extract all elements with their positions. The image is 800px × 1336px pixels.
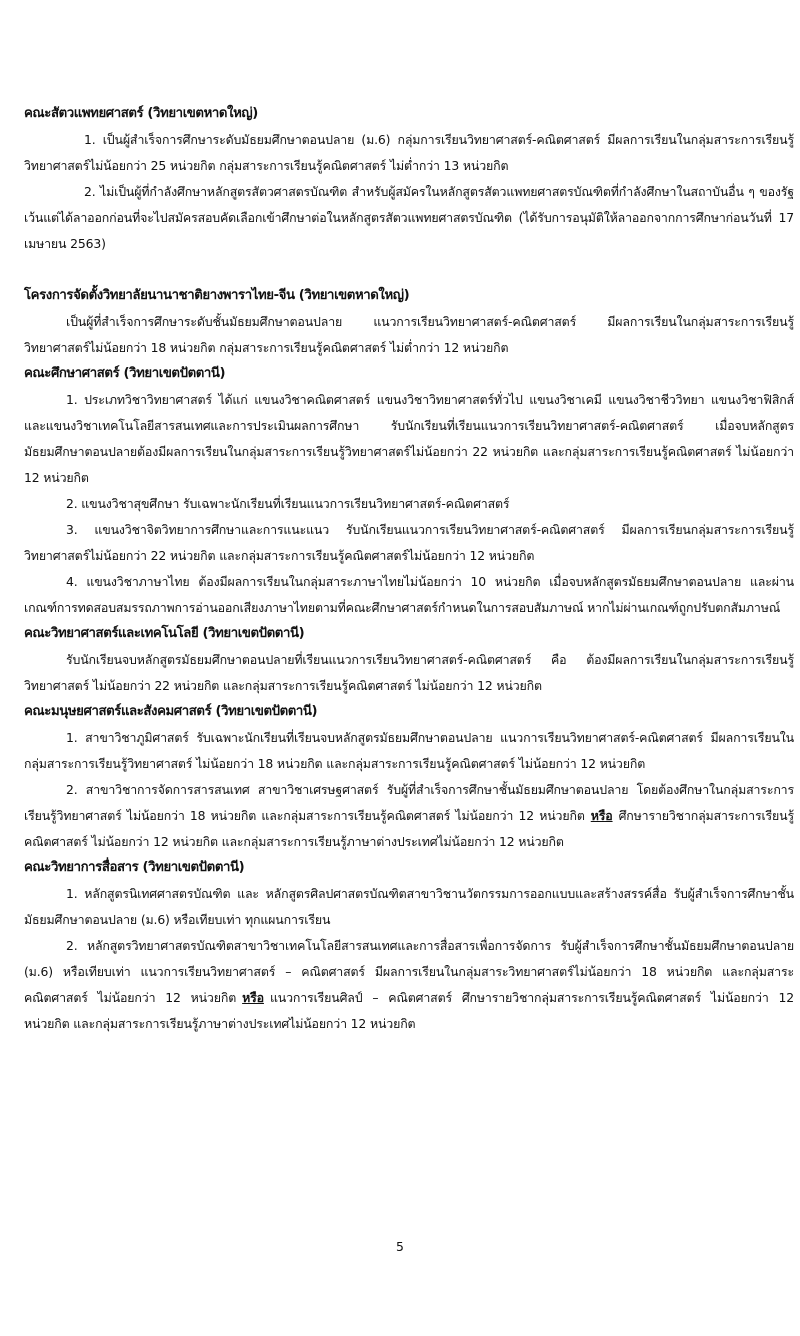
- or-emphasis: หรือ: [242, 990, 264, 1005]
- paragraph: 3. แขนงวิชาจิตวิทยาการศึกษาและการแนะแนว รับนักเรียนแนวการเรียนวิทยาศาสตร์-คณิตศาสตร์ มีผลการเรียนกลุ่มสาระการเรียนรู้วิทยาศาสตร์ไม่น้อยกว่า 22 หน่วยกิต และกลุ่มสาระการเรียนรู้คณิตศาสตร์ไม่น้อยกว่า 12 หน่วยกิต: [24, 522, 794, 563]
- paragraph: 1. สาขาวิชาภูมิศาสตร์ รับเฉพาะนักเรียนที่เรียนจบหลักสูตรมัธยมศึกษาตอนปลาย แนวการเรียนวิทยาศาสตร์-คณิตศาสตร์ มีผลการเรียนในกลุ่มสาระการเรียนรู้วิทยาศาสตร์ ไม่น้อยกว่า 18 หน่วยกิต และกลุ่มสาระการเรียนรู้คณิตศาสตร์ ไม่น้อยกว่า 12 หน่วยกิต: [24, 730, 794, 771]
- section-rubber-college: [24, 283, 794, 361]
- section-heading: คณะวิทยาการสื่อสาร (วิทยาเขตปัตตานี): [24, 860, 245, 875]
- section-veterinary: [24, 101, 794, 257]
- document-page: [24, 101, 794, 1037]
- paragraph: รับนักเรียนจบหลักสูตรมัธยมศึกษาตอนปลายที่เรียนแนวการเรียนวิทยาศาสตร์-คณิตศาสตร์ คือ ต้องมีผลการเรียนในกลุ่มสาระการเรียนรู้วิทยาศาสตร์ ไม่น้อยกว่า 22 หน่วยกิต และกลุ่มสาระการเรียนรู้คณิตศาสตร์ ไม่น้อยกว่า 12 หน่วยกิต: [24, 652, 794, 693]
- paragraph: 1. เป็นผู้สำเร็จการศึกษาระดับมัธยมศึกษาตอนปลาย (ม.6) กลุ่มการเรียนวิทยาศาสตร์-คณิตศาสตร์ มีผลการเรียนในกลุ่มสาระการเรียนรู้วิทยาศาสตร์ไม่น้อยกว่า 25 หน่วยกิต กลุ่มสาระการเรียนรู้คณิตศาสตร์ ไม่ต่ำกว่า 13 หน่วยกิต: [24, 132, 794, 173]
- paragraph: 2. แขนงวิชาสุขศึกษา รับเฉพาะนักเรียนที่เรียนแนวการเรียนวิทยาศาสตร์-คณิตศาสตร์: [66, 496, 510, 511]
- section-spacer: [24, 257, 794, 283]
- paragraph-text: 2. สาขาวิชาการจัดการสารสนเทศ สาขาวิชาเศรษฐศาสตร์ รับผู้ที่สำเร็จการศึกษาชั้นมัธยมศึกษาตอนปลาย โดยต้องศึกษาในกลุ่มสาระการเรียนรู้วิทยาศาสตร์ ไม่น้อยกว่า 18 หน่วยกิต และกลุ่มสาระการเรียนรู้คณิตศาสตร์ ไม่น้อยกว่า 12 หน่วยกิต: [24, 782, 794, 823]
- section-science-technology: [24, 621, 794, 699]
- paragraph-text: ศึกษารายวิชากลุ่มสาระการเรียนรู้คณิตศาสตร์ ไม่น้อยกว่า 12 หน่วยกิต และกลุ่มสาระการเรียนรู้ภาษาต่างประเทศไม่น้อยกว่า 12 หน่วยกิต: [24, 808, 794, 849]
- section-heading: คณะศึกษาศาสตร์ (วิทยาเขตปัตตานี): [24, 366, 226, 381]
- page-number: 5: [396, 1239, 404, 1254]
- paragraph: 1. หลักสูตรนิเทศศาสตรบัณฑิต และ หลักสูตรศิลปศาสตรบัณฑิตสาขาวิชานวัตกรรมการออกแบบและสร้างสรรค์สื่อ รับผู้สำเร็จการศึกษาชั้นมัธยมศึกษาตอนปลาย (ม.6) หรือเทียบเท่า ทุกแผนการเรียน: [24, 886, 794, 927]
- paragraph: 1. ประเภทวิชาวิทยาศาสตร์ ได้แก่ แขนงวิชาคณิตศาสตร์ แขนงวิชาวิทยาศาสตร์ทั่วไป แขนงวิชาเคมี แขนงวิชาชีววิทยา แขนงวิชาฟิสิกส์ และแขนงวิชาเทคโนโลยีสารสนเทศและการประเมินผลการศึกษา รับนักเรียนที่เรียนแนวการเรียนวิทยาศาสตร์-คณิตศาสตร์ เมื่อจบหลักสูตรมัธยมศึกษาตอนปลายต้องมีผลการเรียนในกลุ่มสาระการเรียนรู้วิทยาศาสตร์ไม่น้อยกว่า 22 หน่วยกิต และกลุ่มสาระการเรียนรู้คณิตศาสตร์ ไม่น้อยกว่า 12 หน่วยกิต: [24, 392, 794, 485]
- paragraph: 4. แขนงวิชาภาษาไทย ต้องมีผลการเรียนในกลุ่มสาระภาษาไทยไม่น้อยกว่า 10 หน่วยกิต เมื่อจบหลักสูตรมัธยมศึกษาตอนปลาย และผ่านเกณฑ์การทดสอบสมรรถภาพการอ่านออกเสียงภาษาไทยตามที่คณะศึกษาศาสตร์กำหนดในการสอบสัมภาษณ์ หากไม่ผ่านเกณฑ์ถูกปรับตกสัมภาษณ์: [24, 574, 794, 615]
- paragraph: 2. ไม่เป็นผู้ที่กำลังศึกษาหลักสูตรสัตวศาสตรบัณฑิต สำหรับผู้สมัครในหลักสูตรสัตวแพทยศาสตรบัณฑิตที่กำลังศึกษาในสถาบันอื่น ๆ ของรัฐ เว้นแต่ได้ลาออกก่อนที่จะไปสมัครสอบคัดเลือกเข้าศึกษาต่อในหลักสูตรสัตวแพทยศาสตรบัณฑิต (ได้รับการอนุมัติให้ลาออกจากการศึกษาก่อนวันที่ 17 เมษายน 2563): [24, 184, 794, 251]
- section-heading: โครงการจัดตั้งวิทยาลัยนานาชาติยางพาราไทย-จีน (วิทยาเขตหาดใหญ่): [24, 288, 410, 303]
- section-heading: คณะสัตวแพทยศาสตร์ (วิทยาเขตหาดใหญ่): [24, 106, 258, 121]
- paragraph: [24, 933, 794, 1037]
- section-communication: [24, 855, 794, 1037]
- section-humanities: [24, 699, 794, 855]
- paragraph: [24, 777, 794, 855]
- section-heading: คณะมนุษยศาสตร์และสังคมศาสตร์ (วิทยาเขตปัตตานี): [24, 704, 318, 719]
- or-emphasis: หรือ: [590, 808, 613, 823]
- section-heading: คณะวิทยาศาสตร์และเทคโนโลยี (วิทยาเขตปัตตานี): [24, 626, 305, 641]
- paragraph: เป็นผู้ที่สำเร็จการศึกษาระดับชั้นมัธยมศึกษาตอนปลาย แนวการเรียนวิทยาศาสตร์-คณิตศาสตร์ มีผลการเรียนในกลุ่มสาระการเรียนรู้วิทยาศาสตร์ไม่น้อยกว่า 18 หน่วยกิต กลุ่มสาระการเรียนรู้คณิตศาสตร์ ไม่ต่ำกว่า 12 หน่วยกิต: [24, 314, 794, 355]
- paragraph-text: แนวการเรียนศิลป์ – คณิตศาสตร์ ศึกษารายวิชากลุ่มสาระการเรียนรู้คณิตศาสตร์ ไม่น้อยกว่า 12 หน่วยกิต และกลุ่มสาระการเรียนรู้ภาษาต่างประเทศไม่น้อยกว่า 12 หน่วยกิต: [24, 990, 794, 1031]
- paragraph-text: 2. หลักสูตรวิทยาศาสตรบัณฑิตสาขาวิชาเทคโนโลยีสารสนเทศและการสื่อสารเพื่อการจัดการ รับผู้สำเร็จการศึกษาชั้นมัธยมศึกษาตอนปลาย (ม.6) หรือเทียบเท่า แนวการเรียนวิทยาศาสตร์ – คณิตศาสตร์ มีผลการเรียนในกลุ่มสาระวิทยาศาสตร์ไม่น้อยกว่า 18 หน่วยกิต และกลุ่มสาระคณิตศาสตร์ ไม่น้อยกว่า 12 หน่วยกิต: [24, 938, 794, 1005]
- section-education: [24, 361, 794, 621]
